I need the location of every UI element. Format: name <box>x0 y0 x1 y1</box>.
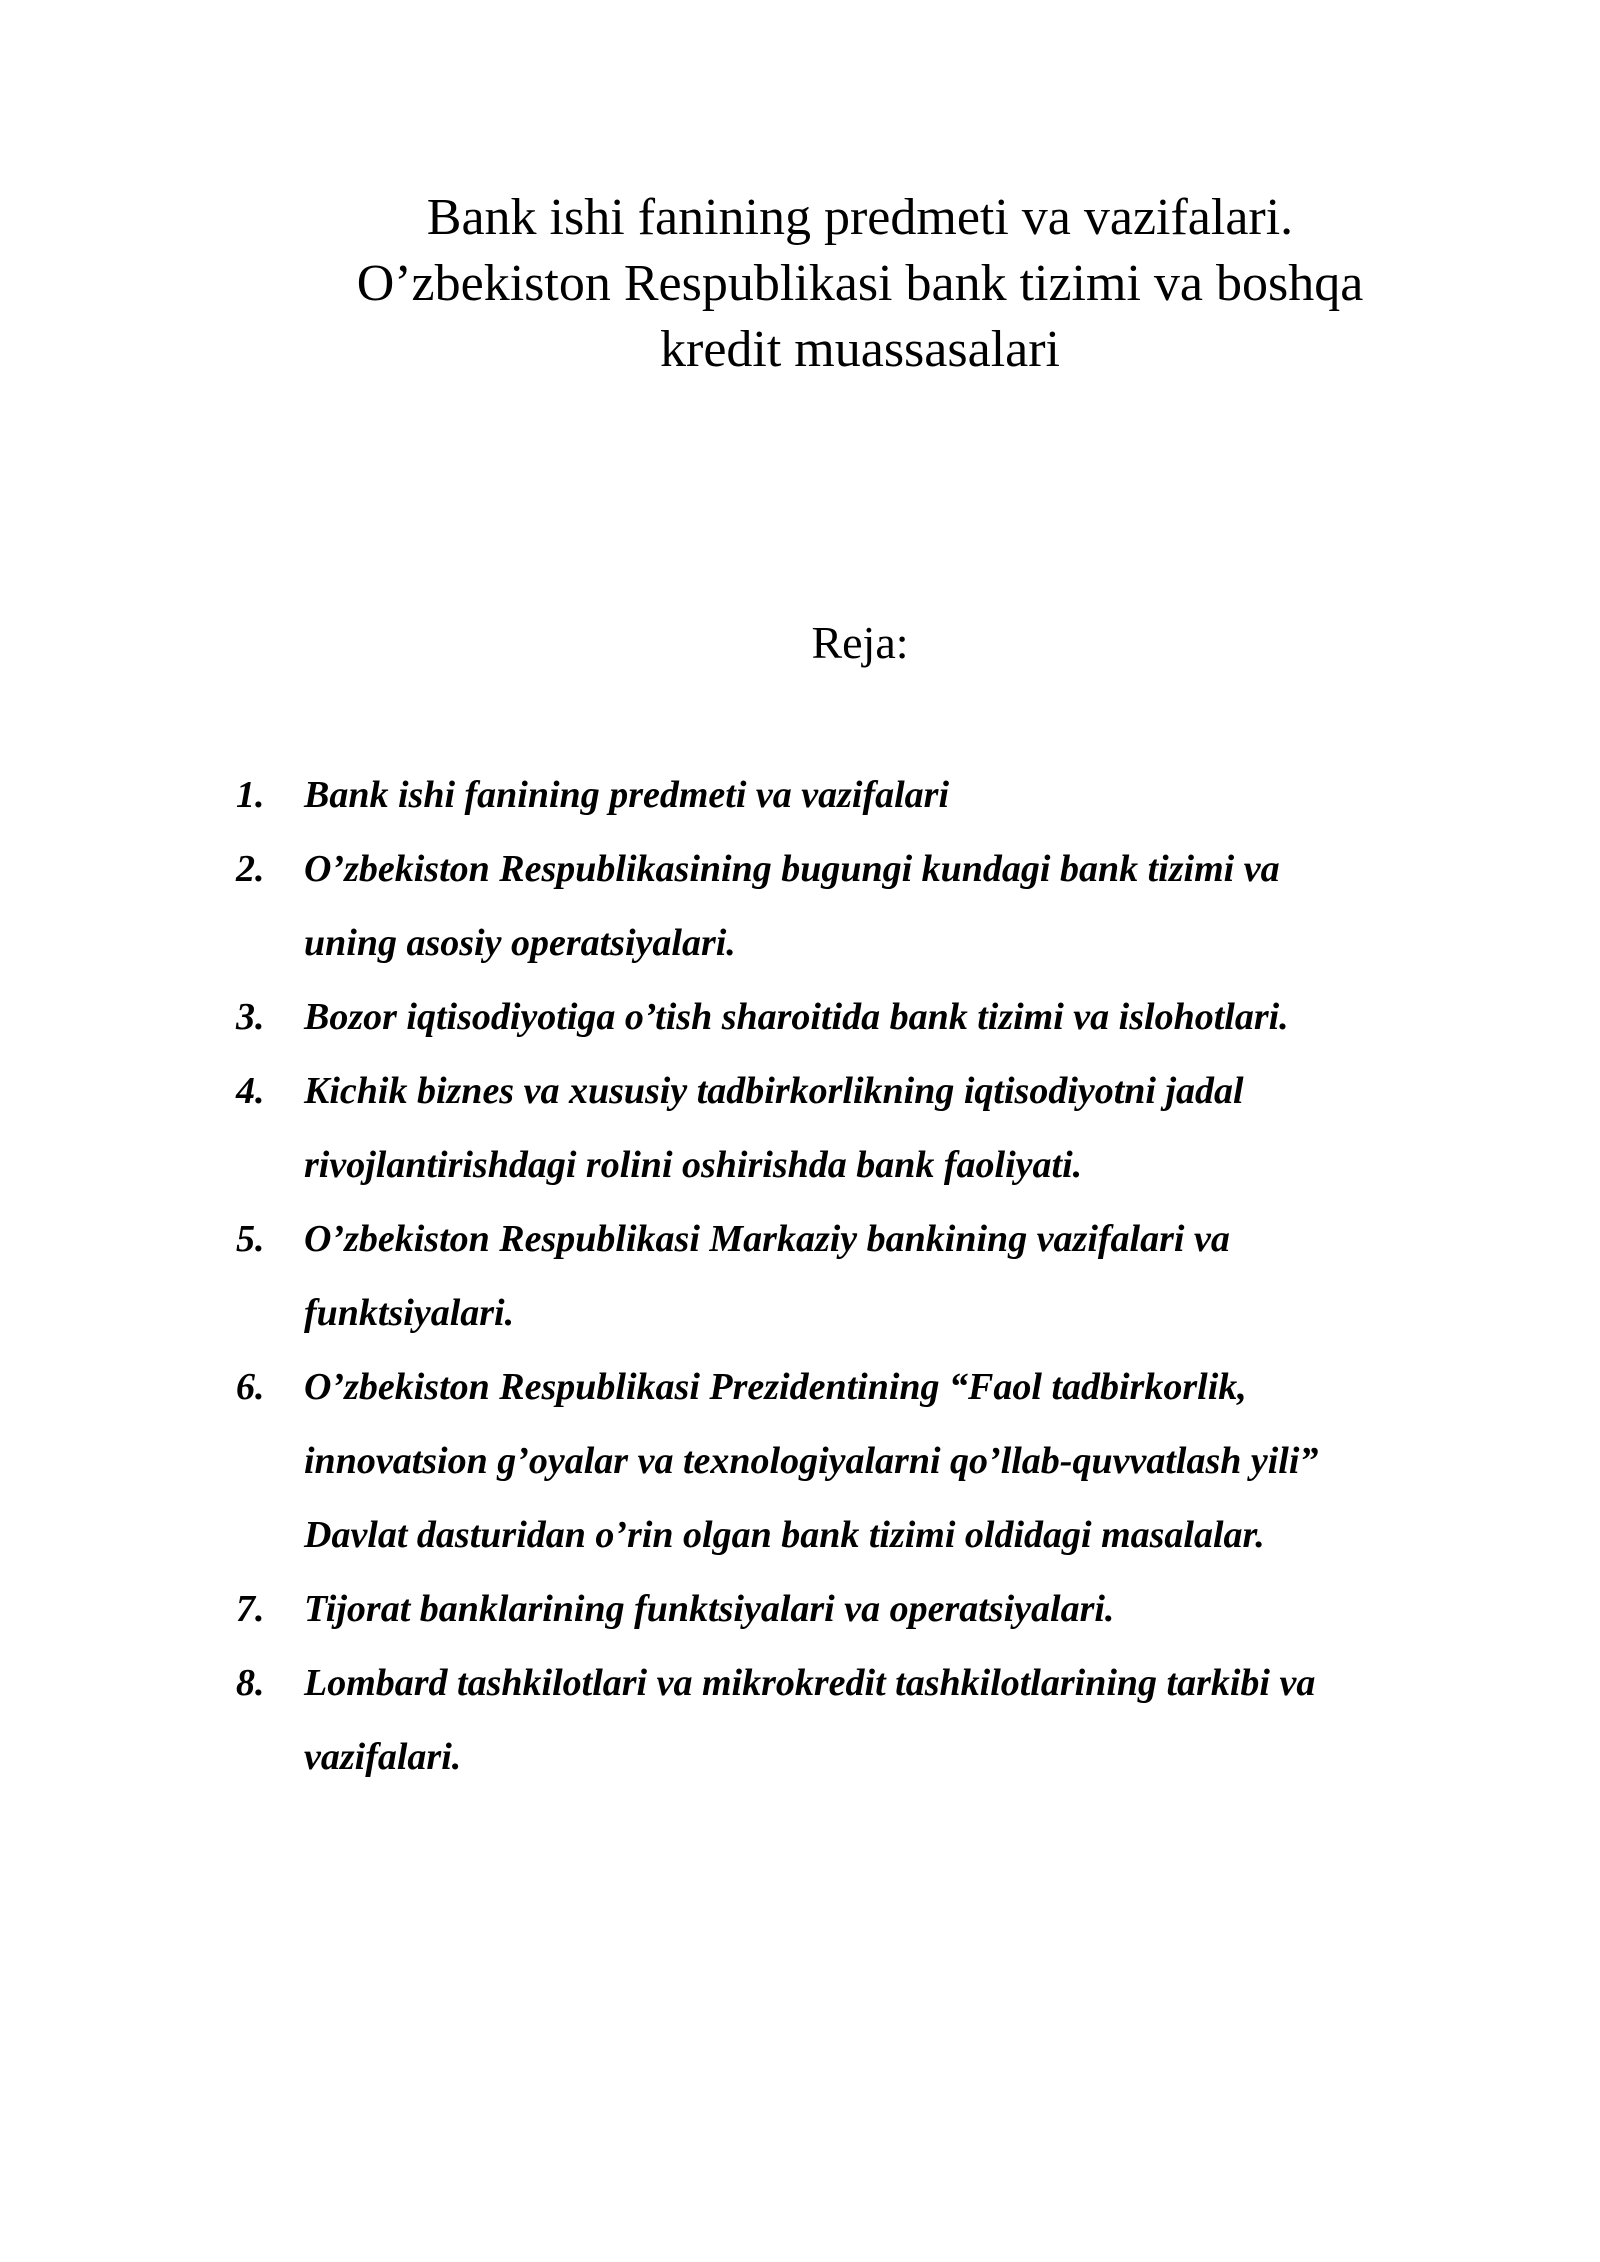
plan-item <box>0 1202 1600 1350</box>
plan-item-text <box>304 832 1464 980</box>
plan-item-number: 1. <box>236 774 265 816</box>
plan-item-line: Bank ishi fanining predmeti va vazifalari <box>304 774 950 816</box>
plan-list <box>0 758 1600 1794</box>
title-line: kredit muassasalari <box>660 320 1060 378</box>
plan-item-line: Kichik biznes va xususiy tadbirkorlikning iqtisodiyotni jadal <box>304 1070 1244 1112</box>
plan-item-line: Tijorat banklarining funktsiyalari va operatsiyalari. <box>304 1588 1115 1630</box>
plan-item-text <box>304 980 1464 1054</box>
plan-item-line: rivojlantirishdagi rolini oshirishda bank faoliyati. <box>304 1144 1083 1186</box>
plan-item <box>0 1572 1600 1646</box>
plan-heading: Reja: <box>811 617 909 668</box>
plan-item-text <box>304 1646 1464 1794</box>
plan-item <box>0 1350 1600 1572</box>
plan-item-number: 6. <box>236 1366 265 1408</box>
plan-item-line: funktsiyalari. <box>304 1292 515 1334</box>
document-title <box>200 185 1520 383</box>
plan-item-text <box>304 1572 1464 1646</box>
plan-item-line: O’zbekiston Respublikasining bugungi kundagi bank tizimi va <box>304 848 1280 890</box>
plan-item-text <box>304 1202 1464 1350</box>
plan-item <box>0 1646 1600 1794</box>
plan-item-number: 5. <box>236 1218 265 1260</box>
plan-item <box>0 832 1600 980</box>
plan-item-line: uning asosiy operatsiyalari. <box>304 922 736 964</box>
plan-item-line: O’zbekiston Respublikasi Markaziy bankining vazifalari va <box>304 1218 1230 1260</box>
plan-item-line: Lombard tashkilotlari va mikrokredit tashkilotlarining tarkibi va <box>304 1662 1316 1704</box>
plan-item-line: vazifalari. <box>304 1736 462 1778</box>
plan-item-line: Bozor iqtisodiyotiga o’tish sharoitida bank tizimi va islohotlari. <box>304 996 1289 1038</box>
plan-item-number: 4. <box>236 1070 265 1112</box>
plan-item-text <box>304 1350 1464 1572</box>
title-line: O’zbekiston Respublikasi bank tizimi va boshqa <box>356 254 1364 312</box>
plan-item <box>0 1054 1600 1202</box>
plan-item <box>0 758 1600 832</box>
plan-item-line: Davlat dasturidan o’rin olgan bank tizimi oldidagi masalalar. <box>304 1514 1265 1556</box>
plan-item-text <box>304 758 1464 832</box>
plan-item-line: O’zbekiston Respublikasi Prezidentining “Faol tadbirkorlik, <box>304 1366 1247 1408</box>
title-line: Bank ishi fanining predmeti va vazifalari. <box>426 188 1294 246</box>
plan-item <box>0 980 1600 1054</box>
plan-item-number: 2. <box>236 848 265 890</box>
plan-item-text <box>304 1054 1464 1202</box>
plan-item-number: 7. <box>236 1588 265 1630</box>
plan-item-number: 3. <box>236 996 265 1038</box>
plan-item-number: 8. <box>236 1662 265 1704</box>
plan-item-line: innovatsion g’oyalar va texnologiyalarni qo’llab-quvvatlash yili” <box>304 1440 1319 1482</box>
